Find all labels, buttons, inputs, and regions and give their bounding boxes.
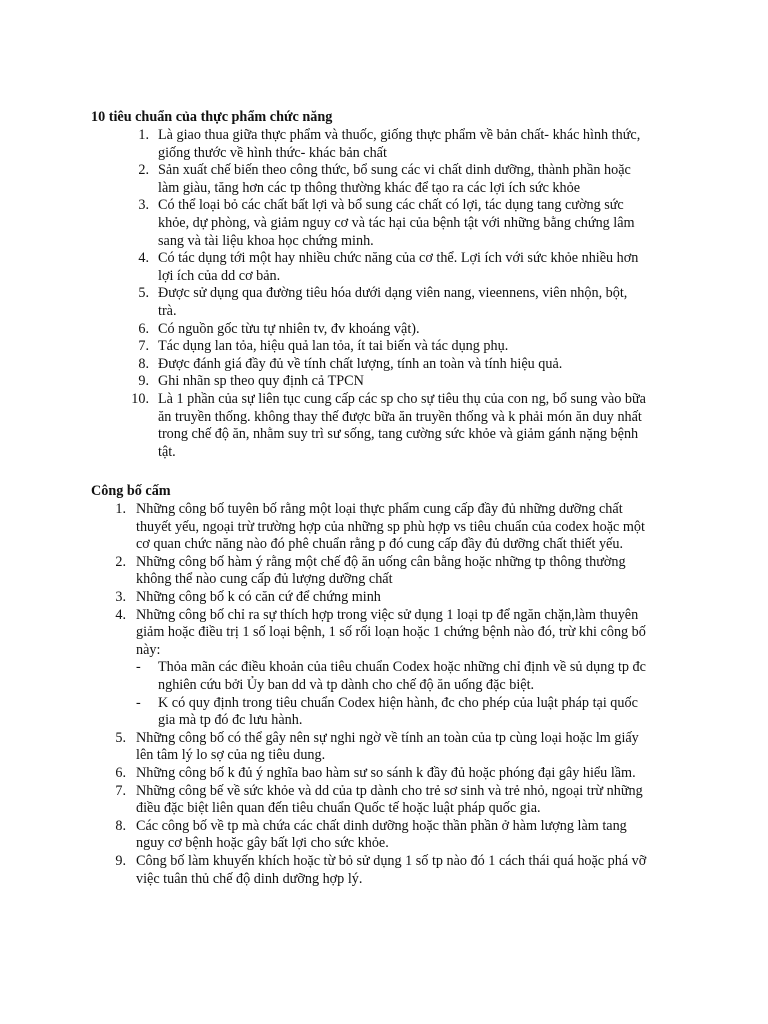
list-item-text: Là 1 phần của sự liên tục cung cấp các sp cho sự tiêu thụ của con ng, bổ sung vào bữa bbox=[158, 391, 646, 407]
claim-item-number: 2. bbox=[115, 553, 126, 570]
list-item-text: Có tác dụng tới một hay nhiều chức năng của cơ thể. Lợi ích với sức khỏe nhiều hơn bbox=[158, 250, 639, 267]
sub-item-dash: - bbox=[136, 659, 141, 676]
list-item-number: 6. bbox=[138, 320, 149, 337]
sub-item-text: gia mà tp đó đc lưu hành. bbox=[158, 712, 303, 729]
claim-item-number: 5. bbox=[115, 729, 126, 746]
list-item-text: Có nguồn gốc từu tự nhiên tv, đv khoáng vật). bbox=[158, 320, 420, 337]
list-item-number: 1. bbox=[138, 127, 149, 143]
list-item-text: Là giao thua giữa thực phẩm và thuốc, giống thực phẩm về bản chất- khác hình thức, bbox=[158, 127, 641, 143]
claim-item-text: Những công bố chỉ ra sự thích hợp trong việc sử dụng 1 loại tp để ngăn chặn,làm thuyên bbox=[136, 606, 639, 623]
list-item-text: Ghi nhãn sp theo quy định cả TPCN bbox=[158, 373, 364, 390]
list-item-number: 7. bbox=[138, 338, 149, 355]
claim-item-text: không thể nào cung cấp đủ lượng dưỡng chất bbox=[136, 571, 393, 588]
claim-item-text: Những công bố có thể gây nên sự nghi ngờ về tính an toàn của tp cùng loại hoặc lm giấy bbox=[136, 729, 639, 746]
sub-item-text: K có quy định trong tiêu chuẩn Codex hiện hành, đc cho phép của luật pháp tại quốc bbox=[158, 694, 638, 711]
list-item-text: khỏe, dự phòng, và giảm nguy cơ và tác hại của bệnh tật với những bằng chứng lâm bbox=[158, 215, 635, 231]
list-item-number: 3. bbox=[138, 197, 149, 214]
claim-item-number: 7. bbox=[115, 782, 126, 799]
list-item-number: 4. bbox=[138, 250, 149, 267]
sub-item-dash: - bbox=[136, 694, 141, 711]
claim-item-text: giảm hoặc điều trị 1 số loại bệnh, 1 số rối loạn hoặc 1 chứng bệnh nào đó, trừ khi công bố bbox=[136, 624, 646, 641]
list-item-text: Có thể loại bỏ các chất bất lợi và bổ sung các chất có lợi, tác dụng tang cường sức bbox=[158, 197, 624, 214]
sub-item-text: nghiên cứu bởi Ủy ban dd và tp dành cho chế độ ăn uống đặc biệt. bbox=[158, 677, 535, 693]
list-item-text: trà. bbox=[158, 303, 177, 319]
list-item-text: làm giàu, tăng hơn các tp thông thường khác để tạo ra các lợi ích sức khỏe bbox=[158, 179, 580, 196]
claim-item-number: 8. bbox=[115, 817, 126, 834]
claim-item-text: Những công bố hàm ý rằng một chế độ ăn uống cân bằng hoặc những tp thông thường bbox=[136, 553, 626, 570]
claim-item-text: Những công bố k có căn cứ để chứng minh bbox=[136, 589, 381, 605]
section-heading-prohibited-claims: Công bố cấm bbox=[91, 483, 171, 499]
claim-item-text: này: bbox=[136, 641, 161, 658]
claim-item-text: lên tâm lý lo sợ của ng tiêu dung. bbox=[136, 747, 326, 764]
list-item-text: Tác dụng lan tỏa, hiệu quả lan tỏa, ít tai biến và tác dụng phụ. bbox=[158, 338, 509, 355]
section-heading-functional-food-standards: 10 tiêu chuẩn của thực phẩm chức năng bbox=[91, 109, 333, 125]
claim-item-text: việc tuân thủ chế độ dinh dưỡng hợp lý. bbox=[136, 870, 363, 887]
claim-item-text: Những công bế về sức khỏe và dd của tp dành cho trẻ sơ sinh và trẻ nhỏ, ngoại trừ những bbox=[136, 782, 643, 799]
list-item-text: sang và tài liệu khoa học chứng minh. bbox=[158, 232, 374, 249]
list-item-number: 5. bbox=[138, 285, 149, 302]
list-item-text: ăn truyền thống. không thay thế được bữa ăn truyền thống và k phải món ăn duy nhất bbox=[158, 408, 642, 425]
claim-item-number: 9. bbox=[115, 853, 126, 869]
list-item-text: giống thước về hình thức- khác bản chất bbox=[158, 144, 387, 161]
claim-item-number: 3. bbox=[115, 589, 126, 605]
list-item-text: Được sử dụng qua đường tiêu hóa dưới dạng viên nang, vieennens, viên nhộn, bột, bbox=[158, 285, 628, 302]
list-item-text: lợi ích của dd cơ bản. bbox=[158, 267, 281, 284]
claim-item-text: Những công bố tuyên bố rằng một loại thực phẩm cung cấp đầy đủ những dưỡng chất bbox=[136, 501, 623, 517]
list-item-text: tật. bbox=[158, 443, 176, 460]
claim-item-number: 1. bbox=[115, 501, 126, 517]
claim-item-text: Công bố làm khuyến khích hoặc từ bỏ sử dụng 1 số tp nào đó 1 cách thái quá hoặc phá vỡ bbox=[136, 853, 647, 869]
list-item-number: 8. bbox=[138, 355, 149, 372]
list-item-text: trong chế độ ăn, nhằm suy trì sư sống, tang cường sức khỏe và giảm gánh nặng bệnh bbox=[158, 426, 639, 443]
claim-item-text: cơ quan chức năng nào đó phê chuẩn rằng p đó cung cấp đầy đủ dưỡng chất thiết yếu. bbox=[136, 536, 623, 553]
claim-item-text: nguy cơ bệnh hoặc gây bất lợi cho sức khỏe. bbox=[136, 835, 389, 852]
list-item-number: 2. bbox=[138, 162, 149, 179]
claim-item-number: 4. bbox=[115, 606, 126, 623]
sub-item-text: Thỏa mãn các điều khoản của tiêu chuẩn Codex hoặc những chỉ định về sủ dụng tp đc bbox=[158, 659, 646, 676]
list-item-text: Được đánh giá đầy đủ về tính chất lượng, tính an toàn và tính hiệu quả. bbox=[158, 355, 563, 372]
list-item-number: 9. bbox=[138, 373, 149, 390]
claim-item-number: 6. bbox=[115, 765, 126, 781]
list-item-text: Sản xuất chế biến theo công thức, bổ sung các vi chất dinh dưỡng, thành phần hoặc bbox=[158, 162, 631, 179]
claim-item-text: điều đặc biệt liên quan đến tiêu chuẩn Quốc tế hoặc luật pháp quốc gia. bbox=[136, 800, 541, 817]
claim-item-text: thuyết yếu, ngoại trừ trường hợp của những sp phù hợp vs tiêu chuẩn của codex hoặc một bbox=[136, 518, 645, 535]
claim-item-text: Những công bố k đủ ý nghĩa bao hàm sư so sánh k đầy đủ hoặc phóng đại gây hiểu lầm. bbox=[136, 765, 636, 781]
list-item-number: 10. bbox=[131, 391, 149, 407]
claim-item-text: Các công bố về tp mà chứa các chất dinh dưỡng hoặc thần phần ở hàm lượng làm tang bbox=[136, 817, 627, 834]
